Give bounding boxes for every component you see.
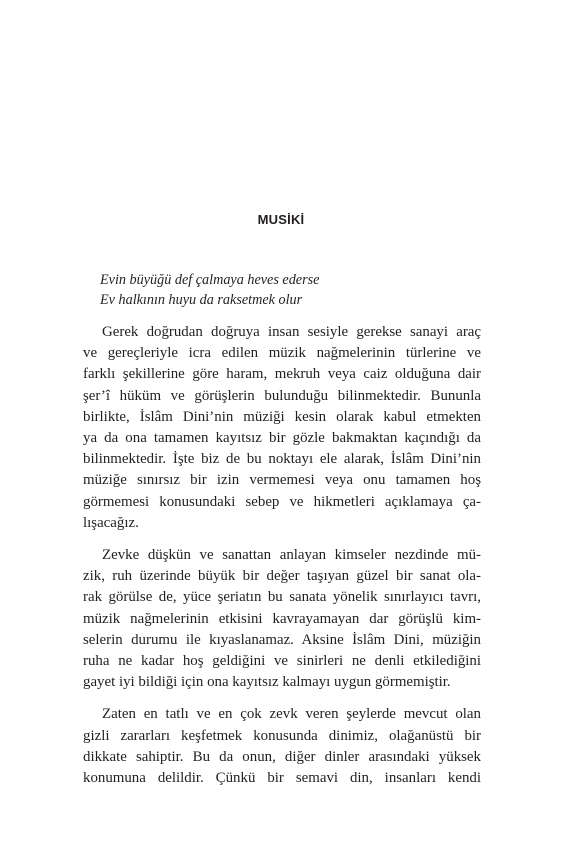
paragraph-3: [83, 704, 481, 789]
epigraph-line: Evin büyüğü def çalmaya heves ederse: [100, 272, 320, 288]
text-line: Zaten en tatlı ve en çok zevk veren şeylerde mevcut olan: [102, 706, 481, 723]
text-line: gizli zararları keşfetmek konusunda dinimiz, olağanüstü bir: [83, 727, 481, 744]
paragraph-1: [83, 322, 481, 534]
text-line: ruha ne kadar hoş geldiğini ve sinirleri ne denli etkilediğini: [83, 653, 481, 670]
text-line: müzik nağmelerinin etkisini kavrayamayan dar görüşlü kim-: [83, 610, 481, 627]
text-line: bilinmektedir. İşte biz de bu noktayı ele alarak, İslâm Dini’nin: [83, 451, 481, 468]
text-line: farklı şekillerine göre haram, mekruh veya caiz olduğuna dair: [83, 366, 481, 383]
chapter-title: MUSİKİ: [257, 212, 305, 227]
text-line: rak görülse de, yüce şeriatın bu sanata yönelik sınırlayıcı tavrı,: [83, 589, 481, 606]
paragraph-2: [83, 545, 481, 693]
text-line: görmemesi konusundaki sebep ve hikmetleri açıklamaya ça-: [83, 493, 481, 510]
text-line: konumuna delildir. Çünkü bir semavi din, insanları kendi: [83, 770, 481, 787]
text-line: lışacağız.: [83, 514, 139, 531]
text-line: zik, ruh üzerinde büyük bir değer taşıyan güzel bir sanat ola-: [83, 568, 481, 585]
text-line: dikkate sahiptir. Bu da onun, diğer dinler arasındaki yüksek: [83, 748, 481, 765]
text-line: ya da ona tamamen kayıtsız bir gözle bakmaktan kaçındığı da: [83, 430, 481, 447]
text-line: gayet iyi bildiği için ona kayıtsız kalmayı uygun görmemiştir.: [83, 674, 451, 691]
body-text: [83, 322, 481, 800]
text-line: ve gereçleriyle icra edilen müzik nağmelerinin türlerine ve: [83, 345, 481, 362]
epigraph-line: Ev halkının huyu da raksetmek olur: [100, 292, 303, 308]
text-line: Gerek doğrudan doğruya insan sesiyle gerekse sanayi araç: [102, 324, 481, 340]
text-line: birlikte, İslâm Dini’nin müziği kesin olarak kabul etmekten: [83, 408, 481, 425]
text-line: müziğe sınırsız bir izin vermemesi veya onu tamamen hoş: [83, 472, 481, 489]
text-line: Zevke düşkün ve sanattan anlayan kimseler nezdinde mü-: [102, 547, 481, 564]
epigraph: [100, 270, 319, 310]
text-line: şer’î hüküm ve görüşlerin bulunduğu bilinmektedir. Bununla: [83, 387, 481, 404]
text-line: selerin durumu ile kıyaslanamaz. Aksine İslâm Dini, müziğin: [83, 631, 481, 648]
